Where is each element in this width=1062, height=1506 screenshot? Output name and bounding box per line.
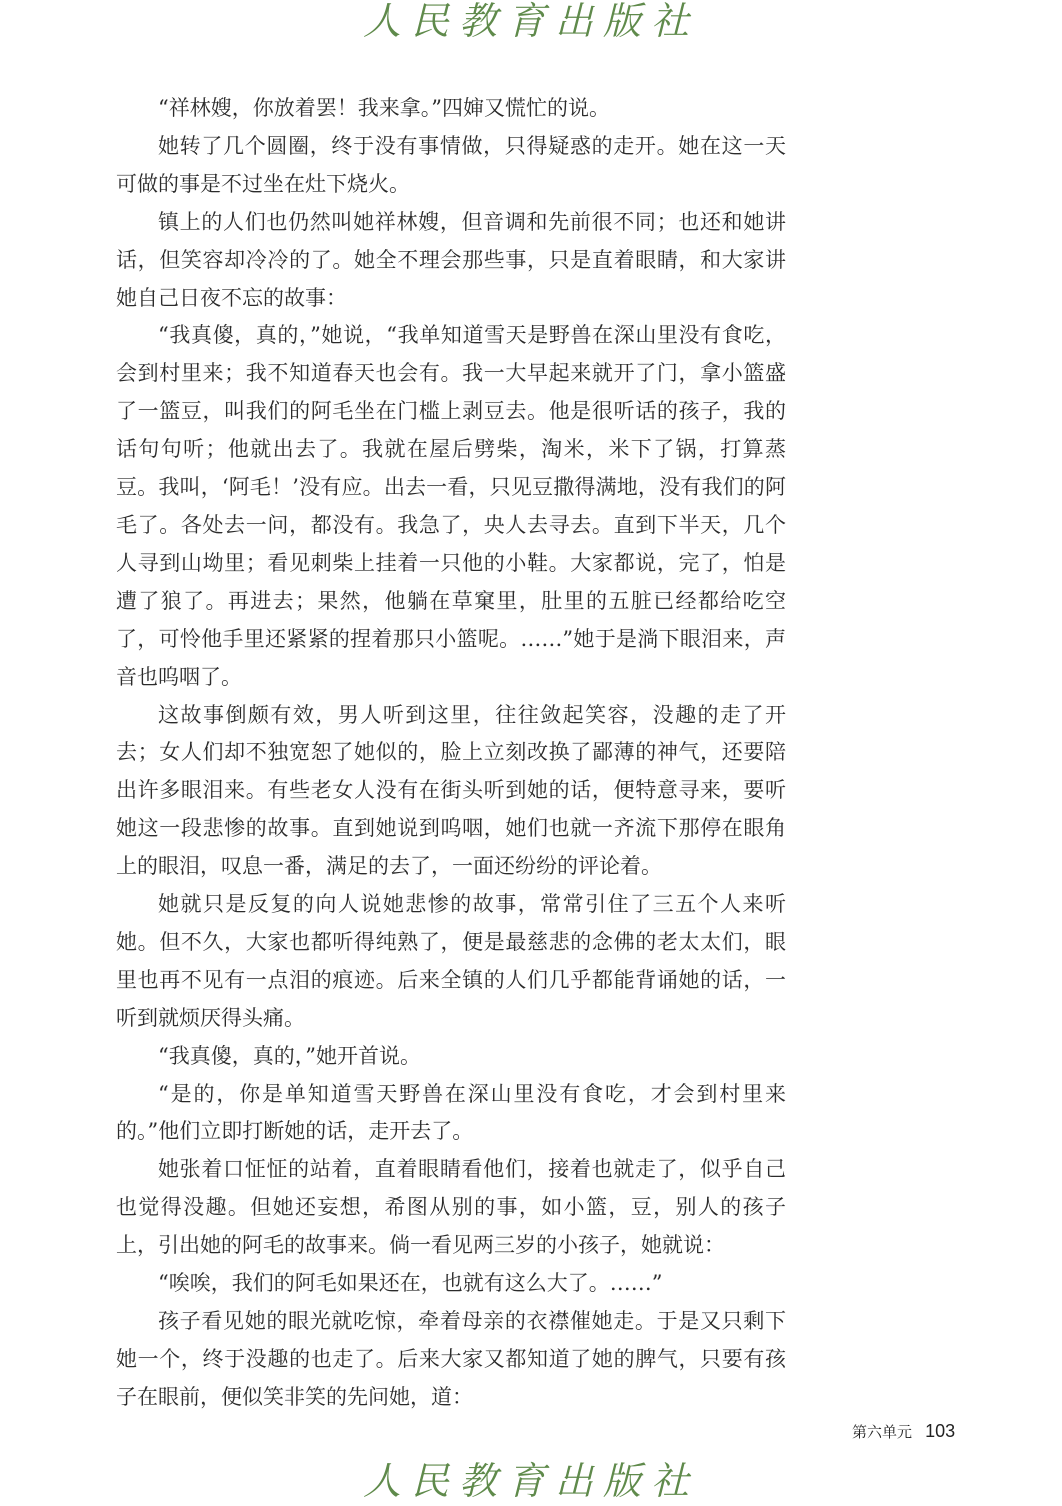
paragraph: 镇上的人们也仍然叫她祥林嫂，但音调和先前很不同；也还和她讲话，但笑容却冷冷的了。她全不理会那些事，只是直着眼睛，和大家讲她自己日夜不忘的故事： xyxy=(116,209,786,310)
publisher-watermark-top: 人民教育出版社 xyxy=(362,0,699,43)
unit-label: 第六单元 xyxy=(852,1423,913,1441)
paragraph: “我真傻，真的，”她开首说。 xyxy=(158,1043,421,1068)
paragraph: 孩子看见她的眼光就吃惊，牵着母亲的衣襟催她走。于是又只剩下她一个，终于没趣的也走了。后来大家又都知道了她的脾气，只要有孩子在眼前，便似笑非笑的先问她，道： xyxy=(116,1309,786,1409)
paragraph: “祥林嫂，你放着罢！我来拿。”四婶又慌忙的说。 xyxy=(158,96,610,120)
paragraph: 这故事倒颇有效，男人听到这里，往往敛起笑容，没趣的走了开去；女人们却不独宽恕了她似的，脸上立刻改换了鄙薄的神气，还要陪出许多眼泪来。有些老女人没有在街头听到她的话，便特意寻来，要听她这一段悲惨的故事。直到她说到呜咽，她们也就一齐流下那停在眼角上的眼泪，叹息一番，满足的去了，一面还纷纷的评论着。 xyxy=(116,702,786,879)
body-text xyxy=(116,90,786,1417)
paragraph: 她张着口怔怔的站着，直着眼睛看他们，接着也就走了，似乎自己也觉得没趣。但她还妄想，希图从别的事，如小篮，豆，别人的孩子上，引出她的阿毛的故事来。倘一看见两三岁的小孩子，她就说： xyxy=(116,1157,786,1258)
paragraph: 她就只是反复的向人说她悲惨的故事，常常引住了三五个人来听她。但不久，大家也都听得纯熟了，便是最慈悲的念佛的老太太们，眼里也再不见有一点泪的痕迹。后来全镇的人们几乎都能背诵她的话，一听到就烦厌得头痛。 xyxy=(116,892,786,1030)
paragraph: “唉唉，我们的阿毛如果还在，也就有这么大了。……” xyxy=(158,1271,663,1296)
paragraph: “是的，你是单知道雪天野兽在深山里没有食吃，才会到村里来的。”他们立即打断她的话，走开去了。 xyxy=(116,1081,786,1144)
publisher-watermark-bottom: 人民教育出版社 xyxy=(362,1459,699,1503)
page-number: 103 xyxy=(925,1421,956,1441)
paragraph: 她转了几个圆圈，终于没有事情做，只得疑惑的走开。她在这一天可做的事是不过坐在灶下烧火。 xyxy=(116,133,786,196)
page-footer xyxy=(852,1416,955,1446)
paragraph: “我真傻，真的，”她说，“我单知道雪天是野兽在深山里没有食吃，会到村里来；我不知道春天也会有。我一大早起来就开了门，拿小篮盛了一篮豆，叫我们的阿毛坐在门槛上剥豆去。他是很听话的孩子，我的话句句听；他就出去了。我就在屋后劈柴，淘米，米下了锅，打算蒸豆。我叫，‘阿毛！’没有应。出去一看，只见豆撒得满地，没有我们的阿毛了。各处去一问，都没有。我急了，央人去寻去。直到下半天，几个人寻到山坳里；看见刺柴上挂着一只他的小鞋。大家都说，完了，怕是遭了狼了。再进去；果然，他躺在草窠里，肚里的五脏已经都给吃空了，可怜他手里还紧紧的捏着那只小篮呢。……”她于是淌下眼泪来，声音也呜咽了。 xyxy=(116,323,786,689)
